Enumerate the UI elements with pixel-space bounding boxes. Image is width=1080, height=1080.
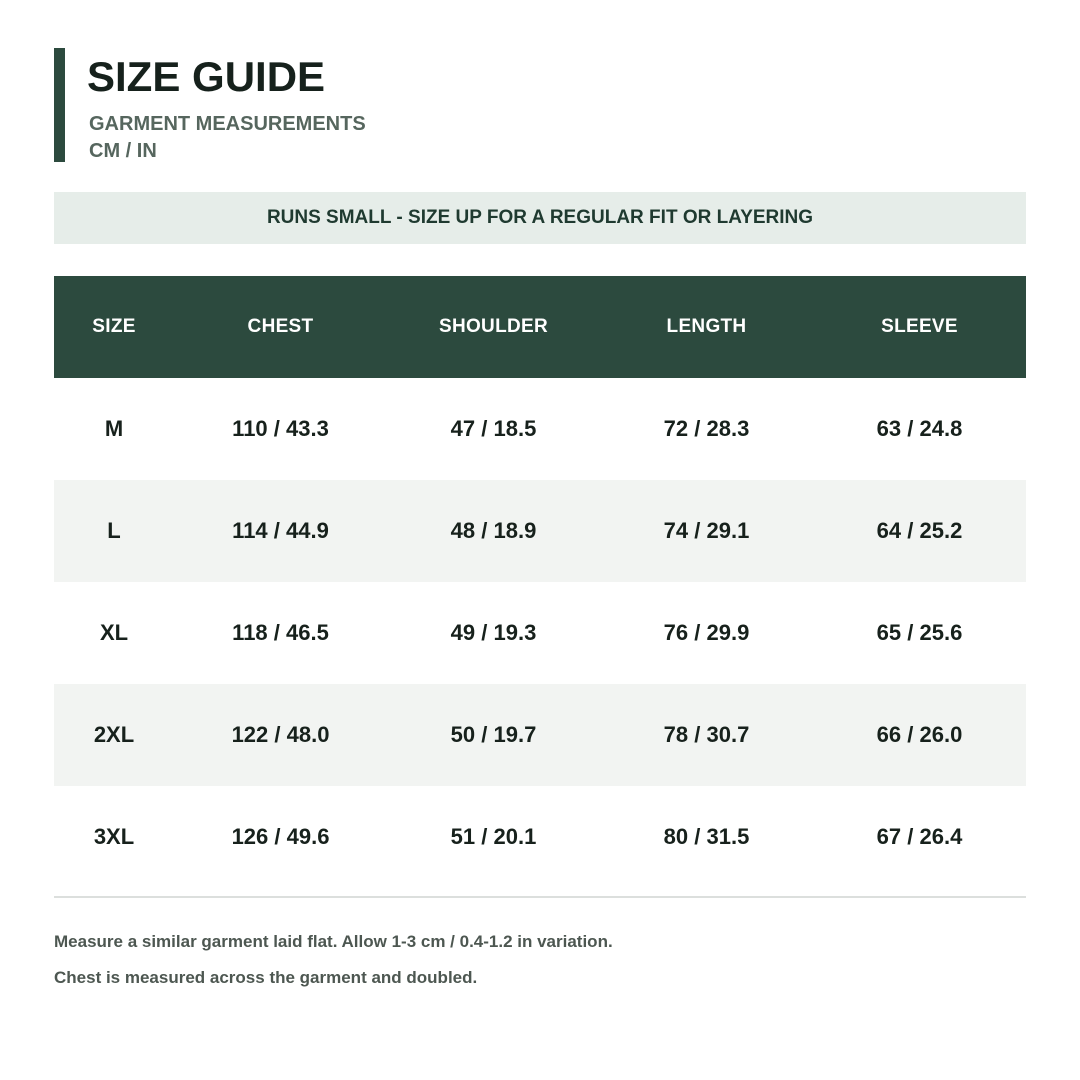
chest-cell: 118 / 46.5 [232, 620, 329, 645]
shoulder-cell: 50 / 19.7 [450, 722, 537, 747]
note-flat-measure: Measure a similar garment laid flat. Allow 1-3 cm / 0.4-1.2 in variation. [54, 932, 613, 951]
shoulder-cell: 51 / 20.1 [450, 824, 537, 849]
sleeve-cell: 67 / 26.4 [876, 824, 963, 849]
table-row [54, 378, 1026, 480]
shoulder-cell: 47 / 18.5 [450, 416, 537, 441]
size-cell: 3XL [93, 824, 135, 849]
size-cell: 2XL [93, 722, 135, 747]
sleeve-cell: 65 / 25.6 [876, 620, 963, 645]
size-cell: XL [99, 620, 129, 645]
fit-notice-banner: RUNS SMALL - SIZE UP FOR A REGULAR FIT OR LAYERING [54, 192, 1026, 244]
chest-cell: 114 / 44.9 [232, 518, 329, 543]
length-cell: 78 / 30.7 [663, 722, 750, 747]
size-cell: L [107, 518, 121, 543]
shoulder-cell: 48 / 18.9 [450, 518, 537, 543]
accent-bar [54, 48, 65, 162]
subtitle-measurements: GARMENT MEASUREMENTS [89, 113, 366, 135]
table-row [54, 786, 1026, 888]
divider [54, 896, 1026, 898]
note-chest-measure: Chest is measured across the garment and doubled. [54, 968, 478, 987]
measurement-notes [54, 930, 1026, 1002]
table-row [54, 582, 1026, 684]
sleeve-cell: 66 / 26.0 [876, 722, 963, 747]
chest-cell: 110 / 43.3 [232, 416, 329, 441]
column-header-length: LENGTH [666, 316, 747, 337]
length-cell: 80 / 31.5 [663, 824, 750, 849]
header [54, 48, 654, 162]
column-header-sleeve: SLEEVE [881, 316, 958, 337]
column-header-size: SIZE [92, 316, 136, 337]
length-cell: 72 / 28.3 [663, 416, 750, 441]
column-header-shoulder: SHOULDER [438, 316, 548, 337]
length-cell: 74 / 29.1 [663, 518, 750, 543]
subtitle-units: CM / IN [89, 140, 157, 162]
subtitle [89, 111, 366, 165]
shoulder-cell: 49 / 19.3 [450, 620, 537, 645]
table-row [54, 684, 1026, 786]
size-cell: M [104, 416, 124, 441]
size-table [54, 276, 1026, 888]
sleeve-cell: 64 / 25.2 [876, 518, 963, 543]
table-row [54, 480, 1026, 582]
chest-cell: 126 / 49.6 [231, 824, 330, 849]
page-title: SIZE GUIDE [87, 53, 326, 100]
chest-cell: 122 / 48.0 [231, 722, 330, 747]
length-cell: 76 / 29.9 [663, 620, 750, 645]
column-header-chest: CHEST [247, 316, 314, 337]
table-header [54, 276, 1026, 378]
sleeve-cell: 63 / 24.8 [876, 416, 963, 441]
